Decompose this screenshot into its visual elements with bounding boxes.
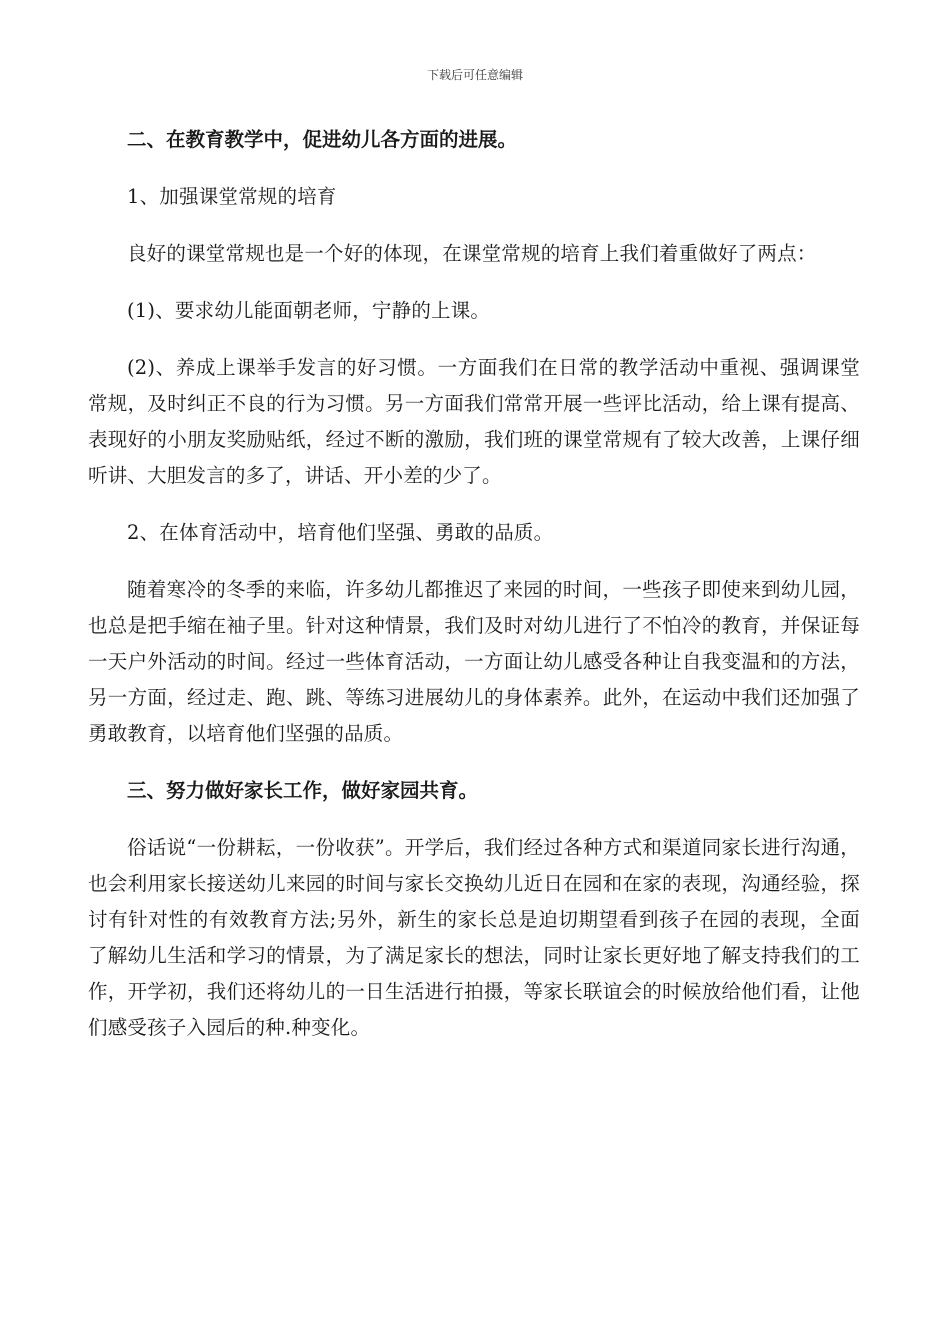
paragraph-classroom-routine: 良好的课堂常规也是一个好的体现，在课堂常规的培育上我们着重做好了两点： xyxy=(127,242,817,265)
paragraph-parent-work: 俗话说“一份耕耘，一份收获”。开学后，我们经过各种方式和渠道同家长进行沟通，也会利用家长接送幼儿来园的时间与家长交换幼儿近日在园和在家的表现，沟通经验，探讨有针对性的有效教育方法;另外，新生的家长总是迫切期望看到孩子在园的表现，全面了解幼儿生活和学习的情景，为了满足家长的想法，同时让家长更好地了解支持我们的工作，开学初，我们还将幼儿的一日生活进行拍摄，等家长联谊会的时候放给他们看，让他们感受孩子入园后的种.种变化。 xyxy=(88,836,860,1039)
list-item-2: (2)、养成上课举手发言的好习惯。一方面我们在日常的教学活动中重视、强调课堂常规，及时纠正不良的行为习惯。另一方面我们常常开展一些评比活动，给上课有提高、表现好的小朋友奖励贴纸，经过不断的激励，我们班的课堂常规有了较大改善，上课仔细听讲、大胆发言的多了，讲话、开小差的少了。 xyxy=(88,356,860,487)
section-heading-2: 二、在教育教学中，促进幼儿各方面的进展。 xyxy=(127,128,518,151)
document-body xyxy=(88,122,860,1046)
list-item-1: (1)、要求幼儿能面朝老师，宁静的上课。 xyxy=(127,299,491,322)
paragraph-sports-activities: 随着寒冷的冬季的来临，许多幼儿都推迟了来园的时间，一些孩子即使来到幼儿园，也总是把手缩在袖子里。针对这种情景，我们及时对幼儿进行了不怕冷的教育，并保证每一天户外活动的时间。经过一些体育活动，一方面让幼儿感受各种让自我变温和的方法，另一方面，经过走、跑、跳、等练习进展幼儿的身体素养。此外，在运动中我们还加强了勇敢教育，以培育他们坚强的品质。 xyxy=(88,578,860,745)
page-header: 下载后可任意编辑 xyxy=(426,68,523,82)
subsection-title-1: 1、加强课堂常规的培育 xyxy=(127,185,337,208)
section-heading-3: 三、努力做好家长工作，做好家园共育。 xyxy=(127,779,479,802)
subsection-title-2: 2、在体育活动中，培育他们坚强、勇敢的品质。 xyxy=(127,521,554,544)
